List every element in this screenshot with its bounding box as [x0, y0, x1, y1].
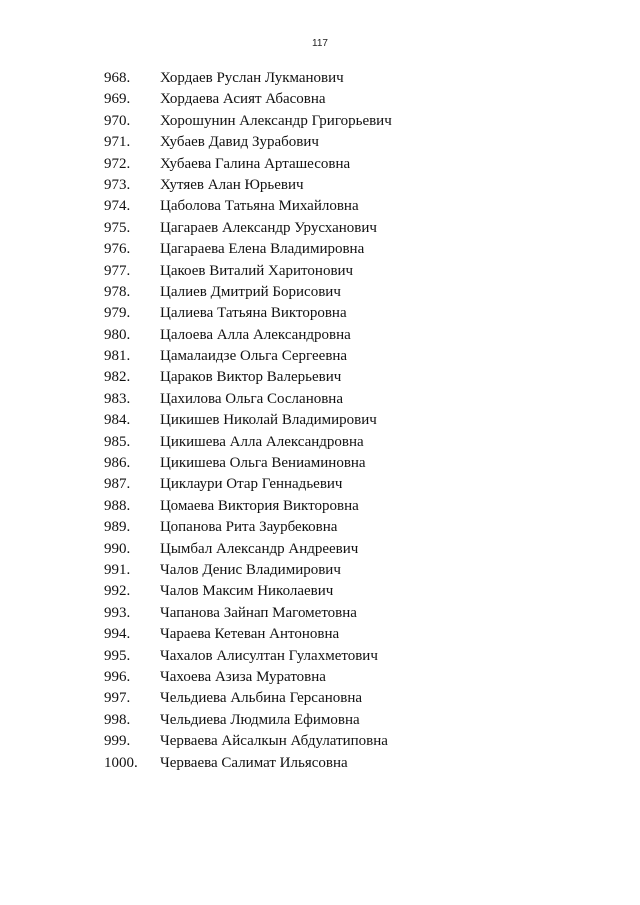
entry-number: 969.	[104, 91, 131, 108]
entry-name: Цикишева Ольга Вениаминовна	[160, 455, 366, 472]
entry-number: 972.	[104, 155, 131, 172]
entry-number: 977.	[104, 262, 131, 279]
list-item	[104, 325, 392, 346]
entry-name: Чараева Кетеван Антоновна	[160, 626, 340, 643]
list-item	[104, 432, 392, 453]
list-item	[104, 89, 392, 110]
entry-number: 985.	[104, 433, 131, 450]
entry-name: Цагараев Александр Урусханович	[160, 219, 377, 236]
entry-name: Хорошунин Александр Григорьевич	[160, 112, 392, 129]
list-item	[104, 753, 392, 774]
entry-number: 975.	[104, 219, 131, 236]
list-item	[104, 453, 392, 474]
entry-number: 970.	[104, 112, 131, 129]
entry-number: 974.	[104, 198, 131, 215]
list-item	[104, 303, 392, 324]
entry-number: 993.	[104, 604, 131, 621]
entry-name: Цалоева Алла Александровна	[160, 326, 351, 343]
list-item	[104, 175, 392, 196]
list-item	[104, 282, 392, 303]
list-item	[104, 474, 392, 495]
entry-number: 968.	[104, 70, 131, 86]
entry-number: 996.	[104, 668, 131, 685]
entry-number: 976.	[104, 241, 131, 258]
entry-number: 999.	[104, 733, 131, 750]
entry-number: 994.	[104, 626, 131, 643]
list-item	[104, 646, 392, 667]
entry-number: 988.	[104, 497, 131, 514]
entry-name: Цамалаидзе Ольга Сергеевна	[160, 348, 348, 365]
list-item	[104, 111, 392, 132]
entry-number: 997.	[104, 690, 131, 707]
entry-number: 991.	[104, 561, 131, 578]
entry-name: Цакоев Виталий Харитонович	[160, 262, 354, 279]
entry-name: Чалов Денис Владимирович	[160, 561, 341, 578]
entry-name: Циклаури Отар Геннадьевич	[160, 476, 343, 493]
entry-number: 990.	[104, 540, 131, 557]
entry-number: 979.	[104, 305, 131, 322]
entry-number: 995.	[104, 647, 131, 664]
entry-number: 987.	[104, 476, 131, 493]
list-item	[104, 560, 392, 581]
list-item	[104, 196, 392, 217]
list-item	[104, 367, 392, 388]
list-item	[104, 710, 392, 731]
entry-name: Хубаева Галина Арташесовна	[160, 155, 351, 172]
list-item	[104, 389, 392, 410]
list-item	[104, 410, 392, 431]
entry-name: Цалиев Дмитрий Борисович	[160, 283, 341, 300]
entry-number: 978.	[104, 283, 131, 300]
list-item	[104, 346, 392, 367]
entry-name: Хордаев Руслан Лукманович	[160, 70, 344, 86]
entry-number: 981.	[104, 348, 131, 365]
entry-number: 983.	[104, 390, 131, 407]
entry-name: Цахилова Ольга Сослановна	[160, 390, 343, 407]
entry-name: Цагараева Елена Владимировна	[160, 241, 365, 258]
entry-name: Черваева Айсалкын Абдулатиповна	[160, 733, 388, 750]
entry-name: Хутяев Алан Юрьевич	[160, 176, 304, 193]
entry-name: Черваева Салимат Ильясовна	[160, 754, 348, 771]
list-item	[104, 539, 392, 560]
entry-name: Чапанова Зайнап Магометовна	[160, 604, 357, 621]
list-item	[104, 581, 392, 602]
entry-name: Чельдиева Альбина Герсановна	[160, 690, 363, 707]
entry-number: 986.	[104, 455, 131, 472]
list-item	[104, 517, 392, 538]
entry-number: 984.	[104, 412, 131, 429]
list-item	[104, 132, 392, 153]
list-item	[104, 154, 392, 175]
entry-number: 992.	[104, 583, 131, 600]
list-item	[104, 731, 392, 752]
list-item	[104, 239, 392, 260]
entry-number: 973.	[104, 176, 131, 193]
entry-number: 998.	[104, 711, 131, 728]
list-item	[104, 603, 392, 624]
entry-name: Цаболова Татьяна Михайловна	[160, 198, 359, 215]
list-item	[104, 68, 392, 89]
list-item	[104, 667, 392, 688]
entry-number: 971.	[104, 134, 131, 151]
entry-name: Цикишев Николай Владимирович	[160, 412, 377, 429]
entry-name: Цымбал Александр Андреевич	[160, 540, 359, 557]
list-item	[104, 624, 392, 645]
entry-name: Хордаева Асият Абасовна	[160, 91, 326, 108]
entry-name: Цалиева Татьяна Викторовна	[160, 305, 347, 322]
list-item	[104, 218, 392, 239]
entry-name: Цикишева Алла Александровна	[160, 433, 364, 450]
entry-name: Чельдиева Людмила Ефимовна	[160, 711, 360, 728]
entry-name: Цараков Виктор Валерьевич	[160, 369, 342, 386]
entry-name: Цомаева Виктория Викторовна	[160, 497, 359, 514]
entry-name: Хубаев Давид Зурабович	[160, 134, 319, 151]
entry-name: Чалов Максим Николаевич	[160, 583, 334, 600]
entry-number: 980.	[104, 326, 131, 343]
entry-number: 1000.	[104, 754, 138, 771]
entry-name: Чахалов Алисултан Гулахметович	[160, 647, 378, 664]
list-item	[104, 688, 392, 709]
list-item	[104, 261, 392, 282]
entry-number: 989.	[104, 519, 131, 536]
entry-name: Чахоева Азиза Муратовна	[160, 668, 326, 685]
list-item	[104, 496, 392, 517]
entry-name: Цопанова Рита Заурбековна	[160, 519, 338, 536]
entry-number: 982.	[104, 369, 131, 386]
name-list	[104, 68, 392, 774]
page-number: 117	[312, 38, 328, 49]
